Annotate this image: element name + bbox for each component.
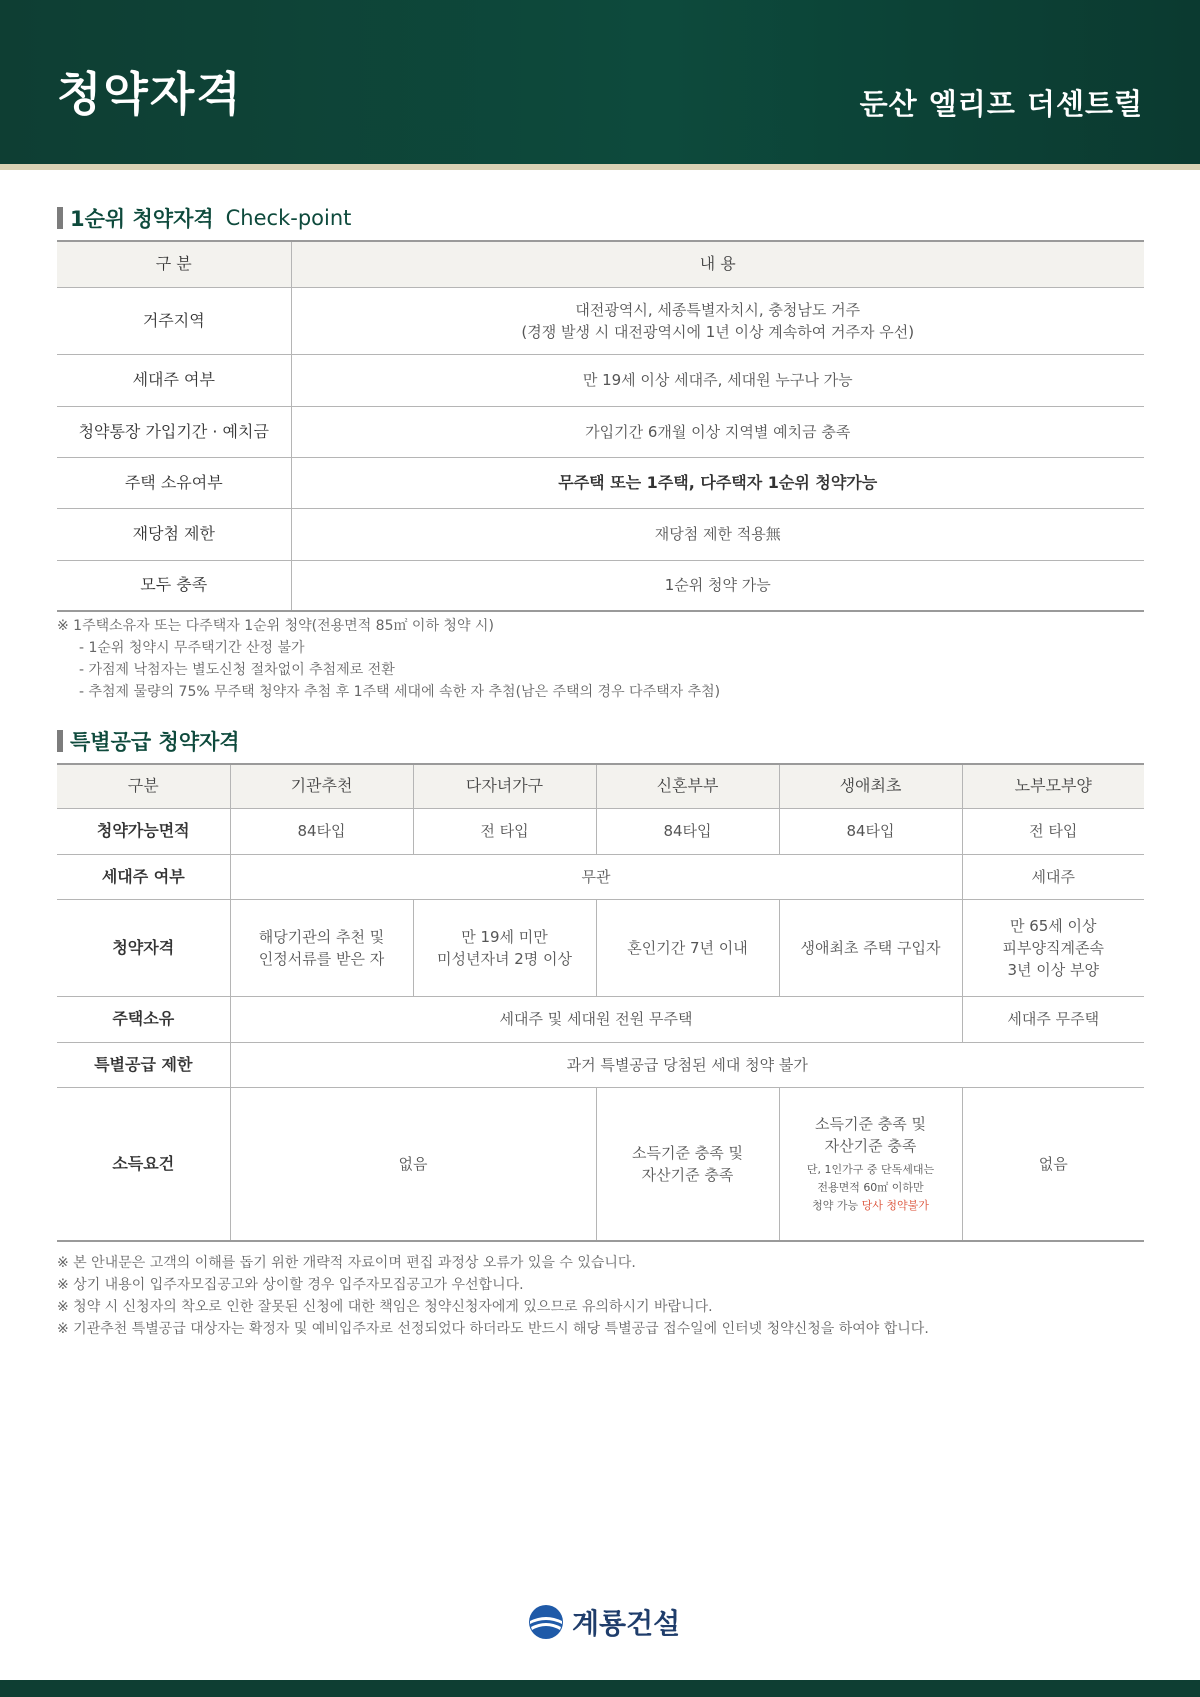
column-header: 내 용 (291, 241, 1144, 287)
heading-marker (57, 730, 63, 752)
column-header: 신혼부부 (596, 764, 779, 808)
cell-footnote-highlight: 당사 청약불가 (861, 1198, 929, 1212)
row-label: 소득요건 (57, 1087, 230, 1241)
row-label: 거주지역 (57, 287, 291, 354)
first-priority-table (57, 240, 1144, 612)
table-cell: 전 타입 (413, 808, 596, 854)
table-row (57, 854, 1144, 899)
company-logo (528, 1602, 680, 1642)
cell-line: 만 65세 이상 (1009, 916, 1097, 935)
section1-subtitle: Check-point (225, 206, 352, 230)
brand-name: 둔산 엘리프 더센트럴 (859, 87, 1143, 121)
table-row (57, 508, 1144, 560)
note-line: - 추첨제 물량의 75% 무주택 청약자 추첨 후 1주택 세대에 속한 자 추첨(남은 주택의 경우 다주택자 추첨) (79, 684, 721, 700)
table-row (57, 287, 1144, 354)
table-header-row (57, 764, 1144, 808)
cell-line: 자산기준 충족 (641, 1165, 734, 1184)
table-cell: 세대주 (962, 854, 1144, 899)
row-value: 1순위 청약 가능 (664, 576, 771, 595)
row-label: 세대주 여부 (57, 354, 291, 406)
section1-notes (57, 615, 720, 703)
row-label: 주택소유 (57, 996, 230, 1042)
table-cell: 84타입 (779, 808, 962, 854)
cell-footnote: 전용면적 60㎡ 이하만 (817, 1180, 924, 1194)
row-label: 청약가능면적 (57, 808, 230, 854)
row-label: 청약자격 (57, 899, 230, 996)
footer-bar (0, 1680, 1200, 1697)
header-divider (0, 164, 1200, 170)
table-cell (596, 1087, 779, 1241)
section2-notes (57, 1252, 929, 1340)
table-cell (779, 1087, 962, 1241)
page-title: 청약자격 (57, 67, 243, 121)
row-value-line: 대전광역시, 세종특별자치시, 충청남도 거주 (575, 300, 861, 319)
special-supply-table (57, 763, 1144, 1242)
table-cell: 84타입 (596, 808, 779, 854)
table-cell: 혼인기간 7년 이내 (596, 899, 779, 996)
section2-heading (57, 728, 240, 754)
company-name: 계룡건설 (572, 1607, 681, 1640)
table-row (57, 406, 1144, 457)
row-value: 만 19세 이상 세대주, 세대원 누구나 가능 (291, 354, 1144, 406)
column-header: 생애최초 (779, 764, 962, 808)
table-row (57, 808, 1144, 854)
row-label: 재당첨 제한 (57, 508, 291, 560)
cell-line: 소득기준 충족 및 (632, 1143, 743, 1162)
heading-marker (57, 207, 63, 229)
row-value (291, 287, 1144, 354)
row-label: 청약통장 가입기간 · 예치금 (57, 406, 291, 457)
column-header: 구 분 (57, 241, 291, 287)
column-header: 다자녀가구 (413, 764, 596, 808)
column-header: 구분 (57, 764, 230, 808)
cell-line: 인정서류를 받은 자 (258, 949, 385, 968)
table-cell: 과거 특별공급 당첨된 세대 청약 불가 (230, 1042, 1144, 1087)
table-row (57, 457, 1144, 508)
table-row (57, 1087, 1144, 1241)
cell-line: 해당기관의 추천 및 (258, 927, 385, 946)
section2-title: 특별공급 청약자격 (70, 730, 240, 754)
table-cell: 전 타입 (962, 808, 1144, 854)
cell-line: 자산기준 충족 (824, 1136, 917, 1155)
row-value-line: (경쟁 발생 시 대전광역시에 1년 이상 계속하여 거주자 우선) (521, 322, 915, 341)
table-cell: 없음 (1038, 1154, 1068, 1173)
cell-footnote (780, 1197, 962, 1215)
column-header: 노부모부양 (962, 764, 1144, 808)
row-label: 주택 소유여부 (57, 457, 291, 508)
row-label: 특별공급 제한 (57, 1042, 230, 1087)
table-row (57, 1042, 1144, 1087)
cell-line: 3년 이상 부양 (1007, 960, 1100, 979)
table-row (57, 996, 1144, 1042)
table-row (57, 899, 1144, 996)
table-cell (413, 899, 596, 996)
row-value: 무주택 또는 1주택, 다주택자 1순위 청약가능 (291, 457, 1144, 508)
row-value: 재당첨 제한 적용無 (291, 508, 1144, 560)
cell-line: 미성년자녀 2명 이상 (436, 949, 572, 968)
cell-footnote-text: 청약 가능 (812, 1198, 859, 1212)
table-cell: 없음 (230, 1087, 596, 1241)
section1-title: 1순위 청약자격 (70, 207, 214, 231)
note-line: ※ 청약 시 신청자의 착오로 인한 잘못된 신청에 대한 책임은 청약신청자에게 있으므로 유의하시기 바랍니다. (57, 1299, 713, 1315)
table-cell (962, 899, 1144, 996)
table-header-row (57, 241, 1144, 287)
table-cell: 생애최초 주택 구입자 (779, 899, 962, 996)
row-label: 모두 충족 (57, 560, 291, 611)
table-row (57, 354, 1144, 406)
section1-heading (57, 205, 351, 231)
cell-line: 소득기준 충족 및 (815, 1114, 926, 1133)
row-value: 가입기간 6개월 이상 지역별 예치금 충족 (291, 406, 1144, 457)
note-line: - 1순위 청약시 무주택기간 산정 불가 (79, 640, 305, 656)
cell-line: 피부양직계존속 (1002, 938, 1104, 957)
table-cell: 세대주 무주택 (962, 996, 1144, 1042)
table-cell: 세대주 및 세대원 전원 무주택 (230, 996, 962, 1042)
cell-footnote: 단, 1인가구 중 단독세대는 (806, 1162, 935, 1176)
company-logo-icon (528, 1604, 564, 1640)
note-line: ※ 상기 내용이 입주자모집공고와 상이할 경우 입주자모집공고가 우선합니다. (57, 1277, 524, 1293)
note-line: ※ 1주택소유자 또는 다주택자 1순위 청약(전용면적 85㎡ 이하 청약 시) (57, 618, 494, 634)
note-line: ※ 본 안내문은 고객의 이해를 돕기 위한 개략적 자료이며 편집 과정상 오류가 있을 수 있습니다. (57, 1255, 636, 1271)
table-cell: 무관 (230, 854, 962, 899)
table-row (57, 560, 1144, 611)
note-line: - 가점제 낙첨자는 별도신청 절차없이 추첨제로 전환 (79, 662, 395, 678)
table-cell: 84타입 (230, 808, 413, 854)
column-header: 기관추천 (230, 764, 413, 808)
note-line: ※ 기관추천 특별공급 대상자는 확정자 및 예비입주자로 선정되었다 하더라도 반드시 해당 특별공급 접수일에 인터넷 청약신청을 하여야 합니다. (57, 1321, 929, 1337)
table-cell (230, 899, 413, 996)
row-label: 세대주 여부 (57, 854, 230, 899)
cell-line: 만 19세 미만 (461, 927, 548, 946)
